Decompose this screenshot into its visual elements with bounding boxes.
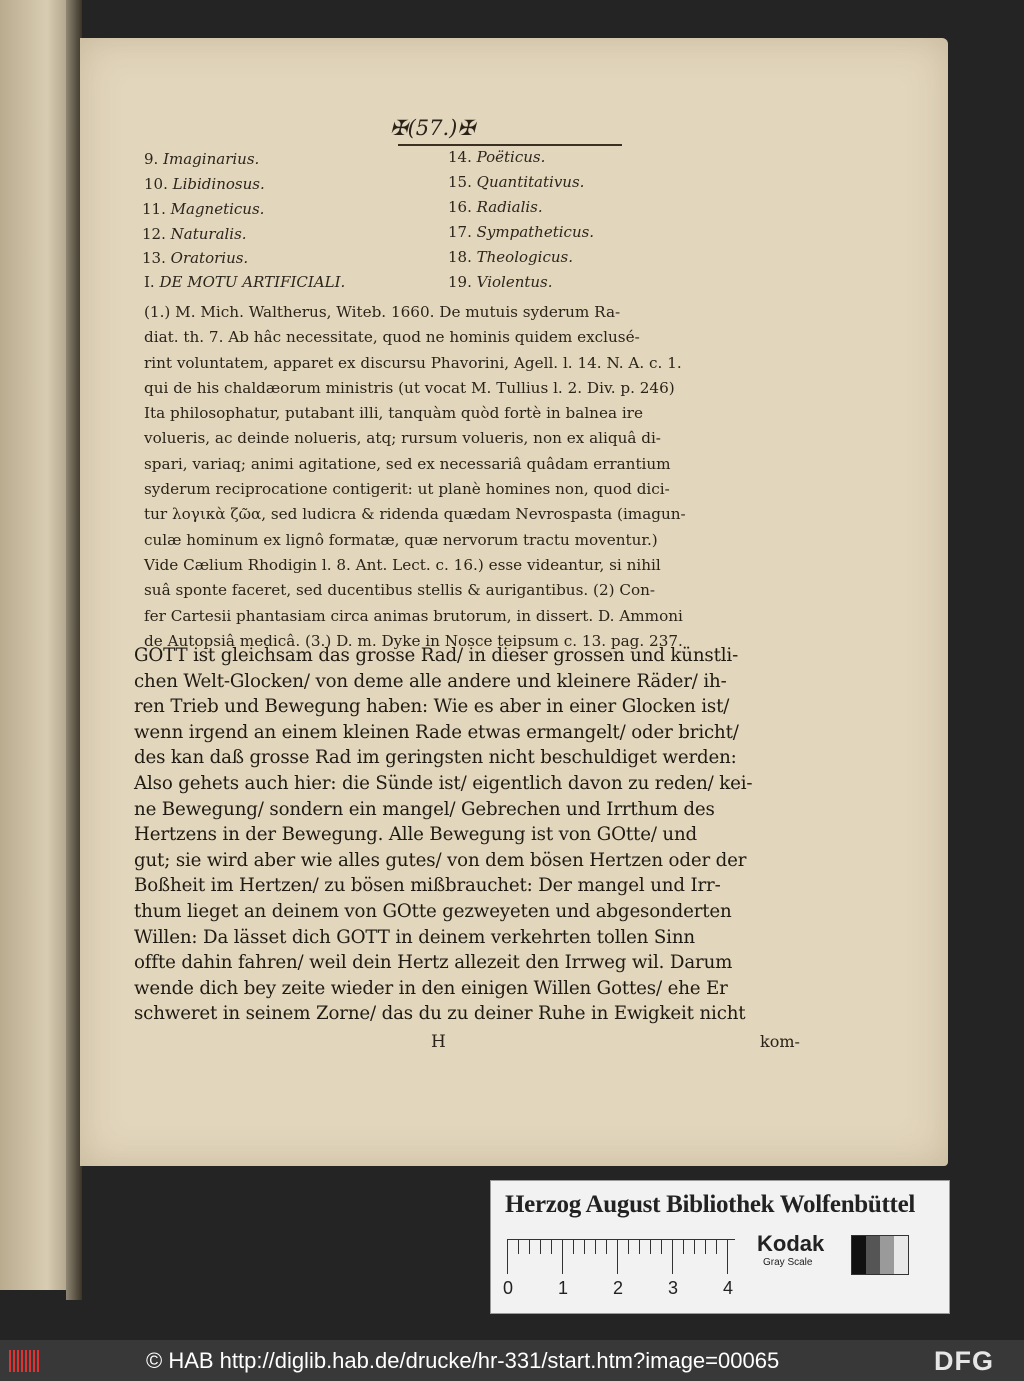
text-line: rint voluntatem, apparet ex discursu Phavorini, Agell. l. 14. N. A. c. 1. (144, 353, 682, 372)
text-line: Ita philosophatur, putabant illi, tanquàm quòd fortè in balnea ire (144, 404, 643, 423)
list-item: 11. Magneticus. (142, 200, 265, 218)
text-line: wende dich bey zeite wieder in den einigen Willen Gottes/ ehe Er (134, 977, 728, 999)
text-line: ne Bewegung/ sondern ein mangel/ Gebrechen und Irrthum des (134, 798, 715, 820)
page-header: ✠(57.)✠ (390, 116, 475, 140)
ruler-number: 3 (668, 1278, 679, 1298)
ruler-tick (584, 1240, 585, 1254)
text-line: schweret in seinem Zorne/ das du zu deiner Ruhe in Ewigkeit nicht (134, 1003, 746, 1025)
ruler-tick (595, 1240, 596, 1254)
text-line: qui de his chaldæorum ministris (ut vocat M. Tullius l. 2. Div. p. 246) (144, 378, 675, 397)
text-line: wenn irgend an einem kleinen Rade etwas ermangelt/ oder bricht/ (134, 721, 739, 743)
text-line: gut; sie wird aber wie alles gutes/ von dem bösen Hertzen oder der (134, 849, 747, 871)
text-line: (1.) M. Mich. Waltherus, Witeb. 1660. De mutuis syderum Ra- (144, 303, 621, 321)
scale-ruler (503, 1239, 735, 1298)
text-line: chen Welt-Glocken/ von deme alle andere und kleinere Räder/ ih- (134, 670, 727, 692)
text-line: Willen: Da lässet dich GOTT in deinem verkehrten tollen Sinn (134, 926, 695, 948)
ruler-tick (639, 1240, 640, 1254)
kodak-logo: Kodak (757, 1231, 825, 1256)
ruler-tick (694, 1240, 695, 1254)
list-item: 9. Imaginarius. (144, 150, 260, 168)
text-line: GOTT ist gleichsam das grosse Rad/ in dieser grossen und künstli- (134, 645, 739, 666)
ruler-tick (507, 1240, 508, 1274)
text-line: de Autopsiâ medicâ. (3.) D. m. Dyke in Nosce teipsum c. 13. pag. 237. (144, 631, 683, 650)
list-item: 12. Naturalis. (142, 225, 247, 243)
list-item: 19. Violentus. (448, 273, 553, 291)
ruler-tick (628, 1240, 629, 1254)
text-line: Vide Cælium Rhodigin l. 8. Ant. Lect. c. 16.) esse videantur, si nihil (144, 555, 661, 574)
color-calibration-card (490, 1180, 950, 1314)
text-line: offte dahin fahren/ weil dein Hertz allezeit den Irrweg wil. Darum (134, 952, 733, 974)
text-line: suâ sponte faceret, sed ducentibus stellis & aurigantibus. (2) Con- (144, 581, 656, 600)
list-item: 16. Radialis. (448, 198, 543, 216)
ruler-tick (551, 1240, 552, 1254)
text-line: ren Trieb und Bewegung haben: Wie es aber in einer Glocken ist/ (134, 696, 730, 718)
list-item: 10. Libidinosus. (144, 175, 265, 193)
ruler-tick (529, 1240, 530, 1254)
list-item: 17. Sympatheticus. (448, 223, 595, 241)
ruler-tick (716, 1240, 717, 1254)
dfg-logo: DFG (934, 1346, 994, 1376)
ruler-number: 2 (613, 1278, 624, 1298)
ruler-tick (650, 1240, 651, 1254)
list-item: 18. Theologicus. (448, 248, 573, 266)
german-body-text (134, 643, 864, 1027)
list-item: 15. Quantitativus. (448, 173, 585, 191)
catchword: kom- (760, 1032, 800, 1051)
ruler-tick (661, 1240, 662, 1254)
header-rule (398, 144, 622, 146)
ruler-tick (705, 1240, 706, 1254)
ruler-tick (562, 1240, 563, 1274)
text-line: tur λογικὰ ζῶα, sed ludicra & ridenda quædam Nevrospasta (imagun- (144, 505, 686, 524)
ruler-tick (606, 1240, 607, 1254)
list-item: 13. Oratorius. (142, 249, 249, 267)
ruler-tick (540, 1240, 541, 1254)
signature-mark: H (431, 1032, 446, 1052)
text-line: culæ hominum ex lignô formatæ, quæ nervorum tractu moventur.) (144, 530, 658, 549)
text-line: thum lieget an deinem von GOtte gezweyeten und abgesonderten (134, 900, 732, 922)
ruler-tick (518, 1240, 519, 1254)
text-line: volueris, ac deinde nolueris, atq; rursum volueris, non ex aliquâ di- (144, 429, 661, 448)
ruler-tick (617, 1240, 618, 1274)
text-line: syderum reciprocatione contigerit: ut planè homines non, quod dici- (144, 480, 670, 499)
text-line: spari, variaq; animi agitatione, sed ex necessariâ quâdam errantium (144, 454, 671, 473)
list-item: 14. Poëticus. (448, 148, 546, 166)
text-line: Hertzens in der Bewegung. Alle Bewegung ist von GOtte/ und (134, 824, 698, 846)
ruler-number: 4 (723, 1278, 734, 1298)
ruler-tick (683, 1240, 684, 1254)
text-line: Also gehets auch hier: die Sünde ist/ eigentlich davon zu reden/ kei- (134, 772, 753, 794)
library-name: Herzog August Bibliothek Wolfenbüttel (505, 1191, 916, 1218)
hab-barcode-icon (8, 1348, 44, 1374)
viewer-footer (0, 1340, 1024, 1381)
ruler-number: 1 (558, 1278, 569, 1298)
gray-scale-label: Gray Scale (763, 1257, 813, 1268)
ruler-tick (672, 1240, 673, 1274)
gray-swatch (851, 1235, 909, 1275)
copyright-link[interactable]: © HAB http://diglib.hab.de/drucke/hr-331/start.htm?image=00065 (146, 1348, 780, 1373)
ruler-tick (573, 1240, 574, 1254)
ruler-number: 0 (503, 1278, 514, 1298)
list-item: I. DE MOTU ARTIFICIALI. (144, 273, 346, 291)
ruler-tick (727, 1240, 728, 1274)
latin-footnotes (144, 300, 856, 654)
book-page (80, 38, 948, 1166)
text-line: Boßheit im Hertzen/ zu bösen mißbrauchet: Der mangel und Irr- (134, 875, 721, 897)
text-line: des kan daß grosse Rad im geringsten nicht beschuldiget werden: (134, 747, 737, 769)
text-line: fer Cartesii phantasiam circa animas brutorum, in dissert. D. Ammoni (144, 606, 683, 625)
text-line: diat. th. 7. Ab hâc necessitate, quod ne hominis quidem exclusé- (144, 328, 640, 347)
